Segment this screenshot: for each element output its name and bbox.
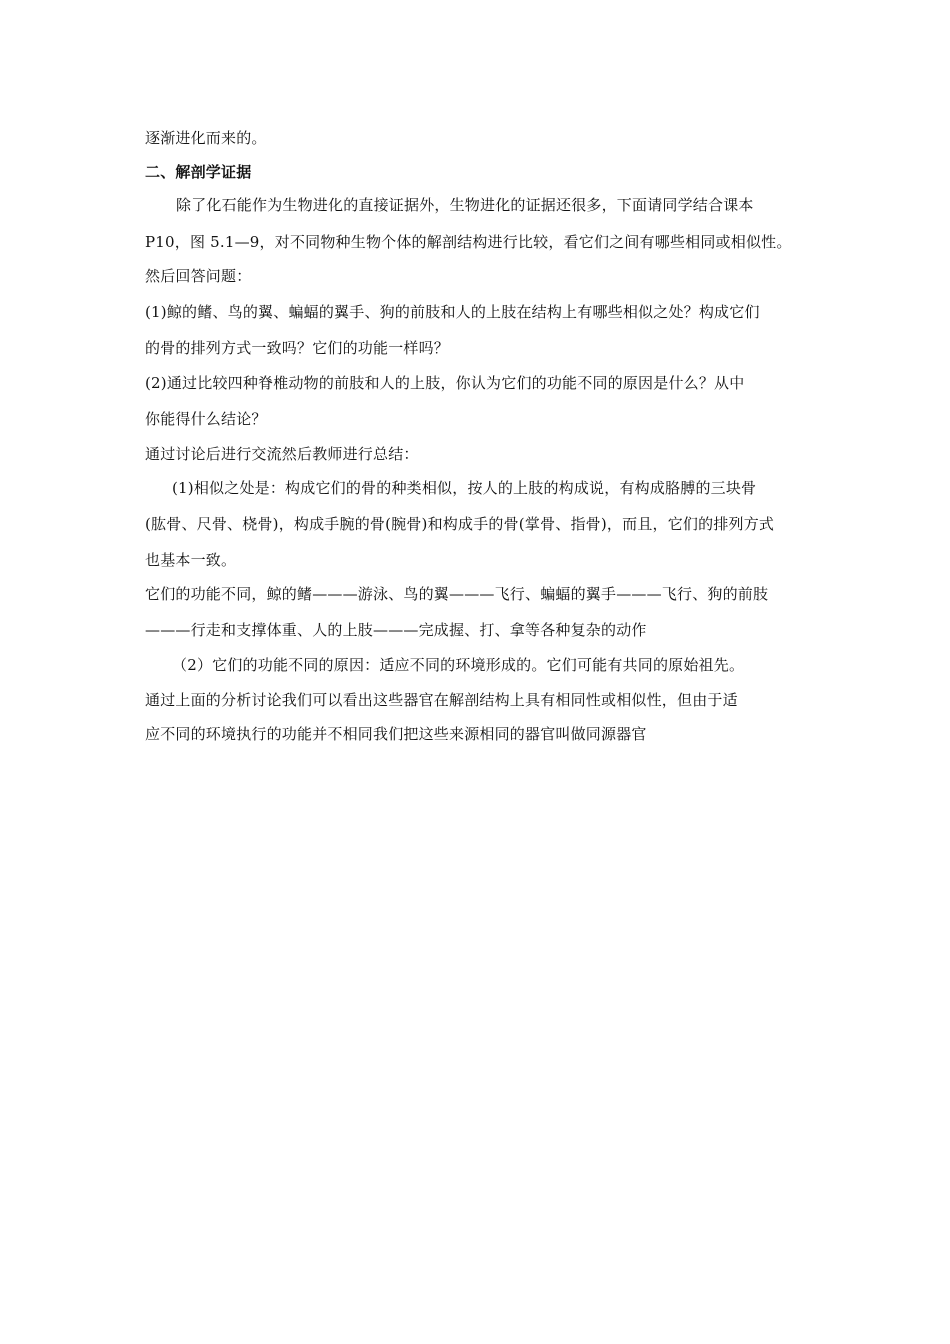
text-line-4: P10，图 5.1—9，对不同物种生物个体的解剖结构进行比较，看它们之间有哪些相同或相似性。 xyxy=(145,233,792,251)
conclusion-line-2: 应不同的环境执行的功能并不相同我们把这些来源相同的器官叫做同源器官 xyxy=(145,725,647,743)
section-heading: 二、解剖学证据 xyxy=(145,163,252,181)
question-1-line-1: (1)鲸的鳍、鸟的翼、蝙蝠的翼手、狗的前肢和人的上肢在结构上有哪些相似之处？构成它们 xyxy=(145,303,760,321)
answer-1-line-1: (1)相似之处是：构成它们的骨的种类相似，按人的上肢的构成说，有构成胳膊的三块骨 xyxy=(172,479,757,497)
conclusion-line-1: 通过上面的分析讨论我们可以看出这些器官在解剖结构上具有相同性或相似性，但由于适 xyxy=(145,691,738,709)
answer-1-line-3: 也基本一致。 xyxy=(145,551,237,569)
text-line-3: 除了化石能作为生物进化的直接证据外，生物进化的证据还很多，下面请同学结合课本 xyxy=(176,196,754,214)
question-2-line-1: (2)通过比较四种脊椎动物的前肢和人的上肢，你认为它们的功能不同的原因是什么？从中 xyxy=(145,374,745,392)
question-1-line-2: 的骨的排列方式一致吗？它们的功能一样吗？ xyxy=(145,339,450,357)
answer-1-line-2: (肱骨、尺骨、桡骨)，构成手腕的骨(腕骨)和构成手的骨(掌骨、指骨)，而且，它们的排列方式 xyxy=(145,515,775,533)
question-2-line-2: 你能得什么结论？ xyxy=(145,410,267,428)
text-line-5: 然后回答问题： xyxy=(145,267,252,285)
text-line-1: 逐渐进化而来的。 xyxy=(145,129,267,147)
function-line-2: ———行走和支撑体重、人的上肢———完成握、打、拿等各种复杂的动作 xyxy=(145,621,647,639)
function-line-1: 它们的功能不同，鲸的鳍———游泳、鸟的翼———飞行、蝙蝠的翼手———飞行、狗的前肢 xyxy=(145,585,769,603)
answer-2-line: （2）它们的功能不同的原因：适应不同的环境形成的。它们可能有共同的原始祖先。 xyxy=(172,656,745,674)
text-line-10: 通过讨论后进行交流然后教师进行总结： xyxy=(145,445,419,463)
